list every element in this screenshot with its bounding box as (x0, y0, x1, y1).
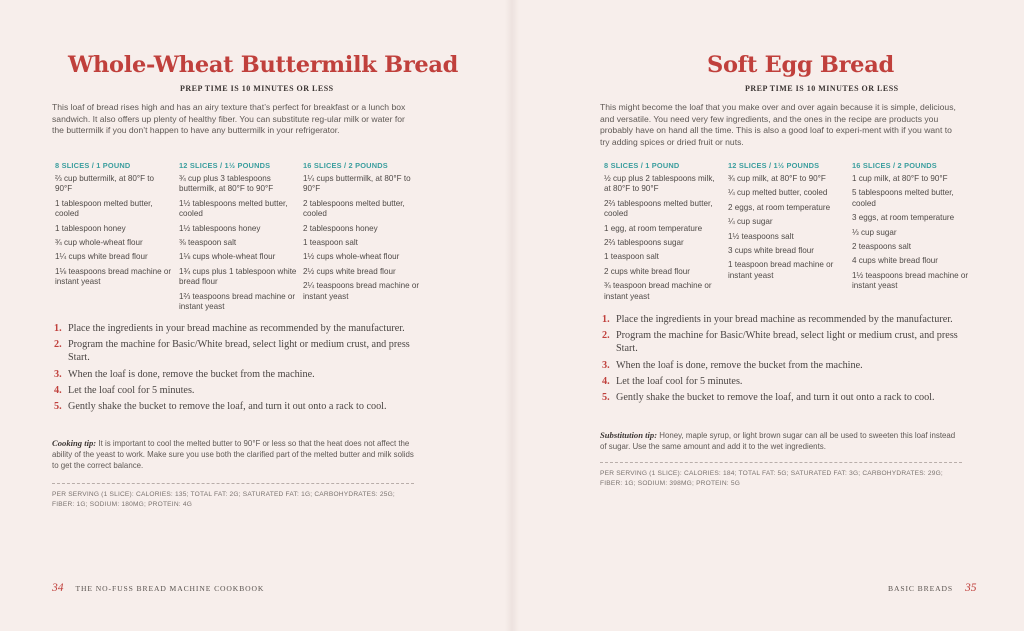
ingredient-item: 1 tablespoon melted butter, cooled (55, 198, 153, 219)
ingredient-item: 5 tablespoons melted butter, cooled (852, 188, 954, 208)
instruction-step (54, 338, 424, 364)
ingredient-item: 2 teaspoons salt (852, 242, 911, 252)
ingredient-column (179, 161, 297, 316)
recipe-intro: This loaf of bread rises high and has an airy texture that’s perfect for breakfast or a lunch box sandwich. It also offers up plenty of healthy fiber. You can substitute reg-ular milk or water for the buttermilk if you don’t happen to have any buttermilk in your refrigerator. (52, 102, 406, 136)
recipe-title: Soft Egg Bread (707, 52, 894, 78)
ingredient-item: 4 cups white bread flour (852, 256, 938, 266)
column-heading: 8 SLICES / 1 POUND (55, 161, 131, 170)
page-footer (52, 578, 264, 596)
ingredient-item: ¾ teaspoon bread machine or instant yeast (604, 281, 712, 301)
ingredient-item: 3 eggs, at room temperature (852, 213, 955, 223)
ingredient-item: ¾ cup milk, at 80°F to 90°F (728, 174, 826, 183)
column-heading: 12 SLICES / 1½ POUNDS (179, 161, 271, 170)
step-text: When the loaf is done, remove the bucket from the machine. (68, 368, 315, 380)
step-text: Program the machine for Basic/White bread, select light or medium crust, and press Start. (616, 330, 958, 355)
step-text: When the loaf is done, remove the bucket from the machine. (616, 359, 863, 371)
step-number: 4. (602, 375, 610, 387)
divider (52, 483, 414, 484)
ingredient-item: 1½ teaspoons salt (728, 231, 794, 241)
instructions-list (54, 322, 424, 416)
book-title: THE NO-FUSS BREAD MACHINE COOKBOOK (75, 584, 265, 593)
ingredient-item: 3 cups white bread flour (728, 246, 814, 256)
prep-time: PREP TIME IS 10 MINUTES OR LESS (180, 84, 334, 93)
column-heading: 16 SLICES / 2 POUNDS (303, 161, 388, 170)
ingredient-item: ¼ cup sugar (728, 217, 773, 227)
step-text: Program the machine for Basic/White bread, select light or medium crust, and press Start. (68, 339, 410, 364)
nutrition-info: PER SERVING (1 SLICE): CALORIES: 135; TOTAL FAT: 2G; SATURATED FAT: 1G; CARBOHYDRATES: 25G; FIBER: 1G; SODIUM: 180MG; PROTEIN: 4G (52, 491, 395, 508)
ingredient-item: ¾ cup whole-wheat flour (55, 238, 143, 248)
ingredient-item: ⅓ cup sugar (852, 227, 897, 237)
ingredient-item: 1⅛ cups whole-wheat flour (179, 252, 276, 262)
ingredient-column (604, 161, 722, 306)
page-footer (888, 578, 977, 596)
ingredient-item: 1½ cups whole-wheat flour (303, 252, 400, 262)
ingredient-column (728, 161, 846, 285)
page-number: 34 (52, 582, 64, 594)
ingredient-item: 1 teaspoon salt (604, 252, 659, 262)
instruction-step (54, 400, 424, 413)
ingredient-item: 1 cup milk, at 80°F to 90°F (852, 174, 948, 183)
ingredient-item: 1½ teaspoons bread machine or instant yeast (852, 270, 969, 291)
ingredient-item: ⅜ teaspoon salt (179, 238, 237, 248)
ingredient-item: 1 egg, at room temperature (604, 223, 703, 233)
instruction-step (602, 359, 972, 372)
ingredient-item: 1 teaspoon salt (303, 238, 358, 248)
step-text: Place the ingredients in your bread machine as recommended by the manufacturer. (68, 323, 405, 334)
ingredient-item: 2 eggs, at room temperature (728, 202, 831, 212)
instructions-list (602, 313, 972, 407)
column-heading: 12 SLICES / 1½ POUNDS (728, 161, 820, 170)
instruction-step (54, 384, 424, 397)
page-number: 35 (965, 582, 977, 594)
instruction-step (54, 368, 424, 381)
step-number: 3. (54, 368, 62, 380)
ingredient-item: 1⅔ teaspoons bread machine or instant yeast (179, 291, 296, 312)
ingredient-item: 2⅔ tablespoons sugar (604, 238, 684, 248)
tip-text: It is important to cool the melted butter to 90°F or less so that the heat does not affect the ability of the yeast to work. Make sure you use both the clarified part of the melted butter and milk solids to get the correct balance. (52, 439, 414, 470)
step-number: 4. (54, 384, 62, 396)
nutrition-info: PER SERVING (1 SLICE): CALORIES: 184; TOTAL FAT: 5G; SATURATED FAT: 3G; CARBOHYDRATES: 29G; FIBER: 1G; SODIUM: 398MG; PROTEIN: 5G (600, 470, 943, 487)
ingredient-item: 2 cups white bread flour (604, 266, 690, 276)
instruction-step (602, 391, 972, 404)
step-number: 1. (602, 314, 610, 325)
ingredient-item: 2 tablespoons melted butter, cooled (303, 198, 405, 219)
ingredient-item: 1 teaspoon bread machine or instant yeast (728, 260, 834, 280)
ingredient-column (303, 161, 421, 306)
ingredient-item: 1½ tablespoons melted butter, cooled (179, 198, 288, 219)
ingredient-item: 1 tablespoon honey (55, 223, 126, 233)
recipe-intro: This might become the loaf that you make over and over again because it is simple, delicious, and versatile. You need very few ingredients, and the ones in the recipe are products you probably have on hand all the time. This is also a good loaf to experi-ment with if you want to try adding spices or dried fruit or nuts. (600, 102, 956, 147)
tip-label: Substitution tip: (600, 430, 658, 440)
ingredient-item: 1¼ cups white bread flour (55, 252, 148, 262)
section-title: BASIC BREADS (888, 584, 954, 593)
ingredient-item: 1⅛ teaspoons bread machine or instant yeast (55, 266, 172, 287)
substitution-tip (600, 430, 962, 452)
ingredient-column (852, 161, 970, 296)
recipe-title: Whole-Wheat Buttermilk Bread (68, 52, 459, 78)
step-number: 2. (602, 330, 610, 342)
step-number: 3. (602, 359, 610, 371)
ingredient-item: 2⅔ tablespoons melted butter, cooled (604, 198, 713, 219)
step-text: Gently shake the bucket to remove the loaf, and turn it out onto a rack to cool. (68, 401, 387, 413)
instruction-step (54, 322, 424, 335)
ingredient-item: 1¼ cups buttermilk, at 80°F to 90°F (303, 174, 411, 194)
cooking-tip (52, 438, 414, 471)
step-number: 2. (54, 339, 62, 351)
tip-text: Honey, maple syrup, or light brown sugar can all be used to sweeten this loaf instead of sugar. Use the same amount and add it to the wet ingredients. (600, 431, 956, 451)
step-text: Gently shake the bucket to remove the loaf, and turn it out onto a rack to cool. (616, 392, 935, 404)
column-heading: 8 SLICES / 1 POUND (604, 161, 680, 170)
step-text: Let the loaf cool for 5 minutes. (616, 375, 743, 387)
right-page (512, 0, 1024, 631)
step-number: 5. (54, 401, 62, 413)
ingredient-item: 2¼ teaspoons bread machine or instant yeast (303, 281, 420, 301)
step-number: 1. (54, 323, 62, 334)
ingredient-item: ⅔ cup buttermilk, at 80°F to 90°F (55, 174, 155, 194)
prep-time: PREP TIME IS 10 MINUTES OR LESS (745, 84, 899, 93)
ingredient-item: 2½ cups white bread flour (303, 266, 396, 276)
ingredient-item: ¼ cup melted butter, cooled (728, 188, 828, 198)
ingredient-item: 2 tablespoons honey (303, 223, 378, 233)
instruction-step (602, 313, 972, 326)
ingredient-item: 1½ tablespoons honey (179, 223, 261, 233)
instruction-step (602, 329, 972, 355)
instruction-step (602, 375, 972, 388)
ingredient-item: ¾ cup plus 3 tablespoons buttermilk, at 80°F to 90°F (179, 174, 274, 194)
step-text: Place the ingredients in your bread machine as recommended by the manufacturer. (616, 314, 953, 325)
tip-label: Cooking tip: (52, 438, 97, 448)
ingredient-column (55, 161, 173, 292)
step-text: Let the loaf cool for 5 minutes. (68, 384, 195, 396)
divider (600, 462, 962, 463)
column-heading: 16 SLICES / 2 POUNDS (852, 161, 937, 170)
step-number: 5. (602, 392, 610, 404)
ingredient-item: 1¾ cups plus 1 tablespoon white bread flour (179, 266, 297, 287)
ingredient-item: ½ cup plus 2 tablespoons milk, at 80°F to 90°F (604, 174, 715, 194)
